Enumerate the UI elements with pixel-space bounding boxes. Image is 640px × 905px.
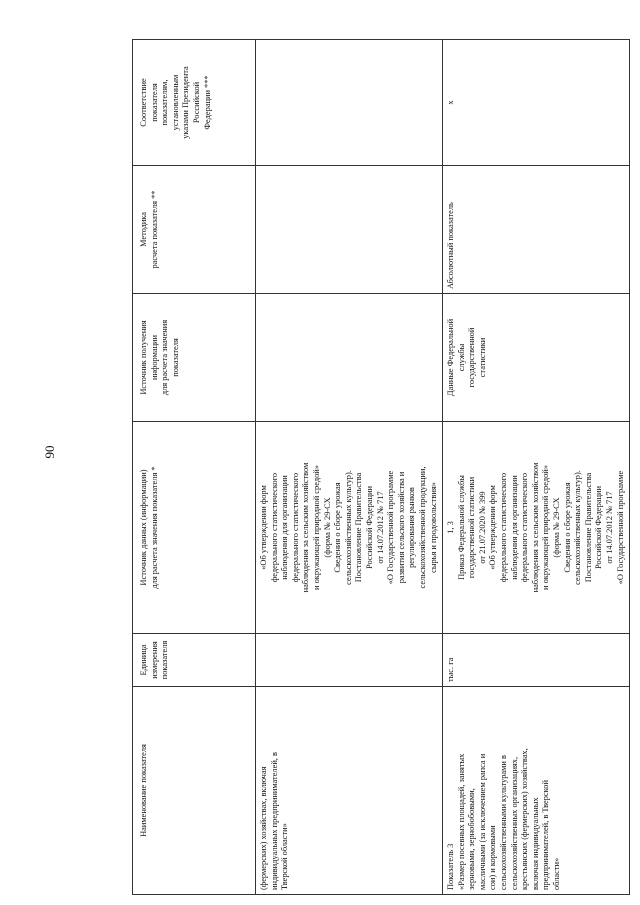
cell-info bbox=[256, 294, 443, 422]
cell-name: Показатель 3 «Размер посевных площадей, занятых зерновыми, зернобобовыми, масличными (за исключением рапса и сои) и кормовыми сельскохозяйственными культурами в сельскохозяйственных организациях, крестьянских (фермерских) хозяйствах, включая индивидуальных предпринимателей, в Тверской области» bbox=[443, 687, 630, 895]
indicator-table bbox=[132, 39, 630, 895]
cell-name: (фермерских) хозяйствах, включая индивидуальных предпринимателей, в Тверской области» bbox=[256, 687, 443, 895]
header-row bbox=[133, 40, 256, 895]
cell-info: Данные Федеральной службы государственной статистики bbox=[443, 294, 630, 422]
rotated-table-area bbox=[132, 40, 625, 895]
page-number: 90 bbox=[42, 445, 57, 459]
header-source: Источник данных (информации) для расчета значения показателя * bbox=[133, 422, 256, 634]
cell-method: Абсолютный показатель bbox=[443, 166, 630, 294]
cell-source: 1, 3 Приказ Федеральной службы государственной статистики от 21.07.2020 № 399 «Об утверждении форм федерального статистического наблюдения для организации федерального статистического наблюдения за сельским хозяйством и окружающей природной средой» (форма № 29-СХ Сведения о сборе урожая сельскохозяйственных культур). Постановление Правительства Российской Федерации от 14.07.2012 № 717 «О Государственной программе bbox=[443, 422, 630, 634]
cell-source: «Об утверждении форм федерального статистического наблюдения для организации федерального статистического наблюдения за сельским хозяйством и окружающей природной средой» (форма № 29-СХ Сведения о сборе урожая сельскохозяйственных культур). Постановление Правительства Российской Федерации от 14.07.2012 № 717 «О Государственной программе развития сельского хозяйства и регулирования рынков сельскохозяйственной продукции, сырья и продовольствия» bbox=[256, 422, 443, 634]
header-conformity: Соответствие показателя показателям, установленным указами Президента Российской Федерации *** bbox=[133, 40, 256, 166]
table-landscape bbox=[132, 40, 625, 895]
cell-unit bbox=[256, 634, 443, 687]
table-row bbox=[443, 40, 630, 895]
header-unit: Единица измерения показателя bbox=[133, 634, 256, 687]
cell-method bbox=[256, 166, 443, 294]
cell-conformity: x bbox=[443, 40, 630, 166]
table-row bbox=[256, 40, 443, 895]
cell-conformity bbox=[256, 40, 443, 166]
cell-unit: тыс. га bbox=[443, 634, 630, 687]
header-info: Источник получения информации для расчета значения показателя bbox=[133, 294, 256, 422]
header-method: Методика расчета показателя ** bbox=[133, 166, 256, 294]
header-name: Наименование показателя bbox=[133, 687, 256, 895]
